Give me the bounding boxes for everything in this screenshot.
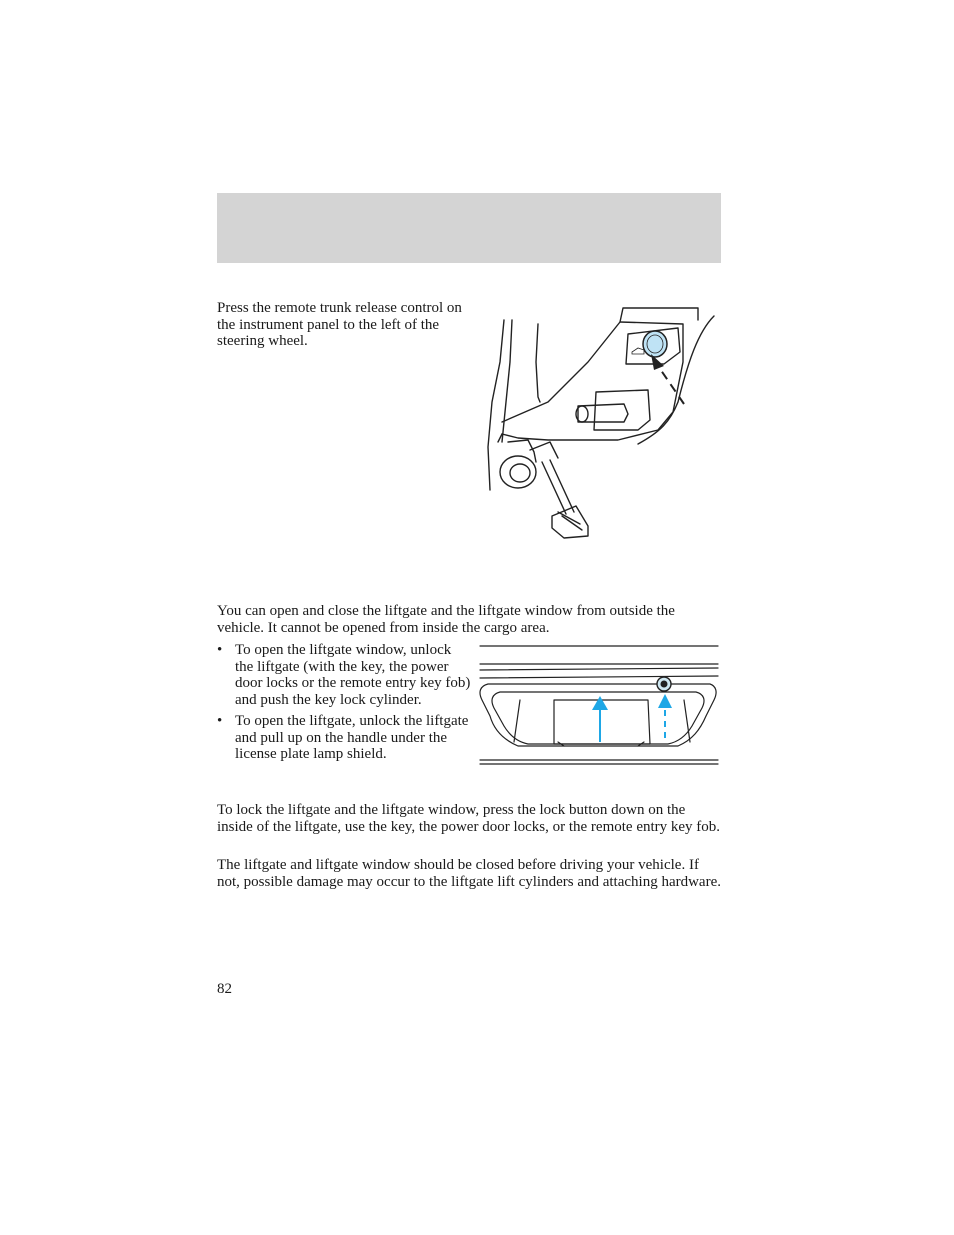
section-header-band (217, 193, 721, 263)
liftgate-bullet-list (217, 642, 472, 768)
liftgate-illustration (478, 644, 723, 766)
bullet-marker: • (217, 642, 223, 658)
list-item (217, 642, 472, 708)
liftgate-intro-paragraph: You can open and close the liftgate and the liftgate window from outside the vehicle. It cannot be opened from inside the cargo area. (217, 603, 675, 636)
bullet-text: To open the liftgate, unlock the liftgate and pull up on the handle under the license plate lamp shield. (235, 713, 469, 762)
bullet-marker: • (217, 713, 223, 729)
lock-instructions-paragraph: To lock the liftgate and the liftgate window, press the lock button down on the inside of the liftgate, use the key, the power door locks, or the remote entry key fob. (217, 802, 721, 835)
bullet-text: To open the liftgate window, unlock the liftgate (with the key, the power door locks or the remote entry key fob) and push the key lock cylinder. (235, 642, 471, 708)
trunk-release-illustration (478, 302, 723, 544)
trunk-release-paragraph: Press the remote trunk release control on the instrument panel to the left of the steering wheel. (217, 300, 462, 349)
page-number: 82 (217, 981, 232, 997)
close-warning-paragraph: The liftgate and liftgate window should be closed before driving your vehicle. If not, possible damage may occur to the liftgate lift cylinders and attaching hardware. (217, 857, 721, 890)
list-item (217, 713, 472, 763)
